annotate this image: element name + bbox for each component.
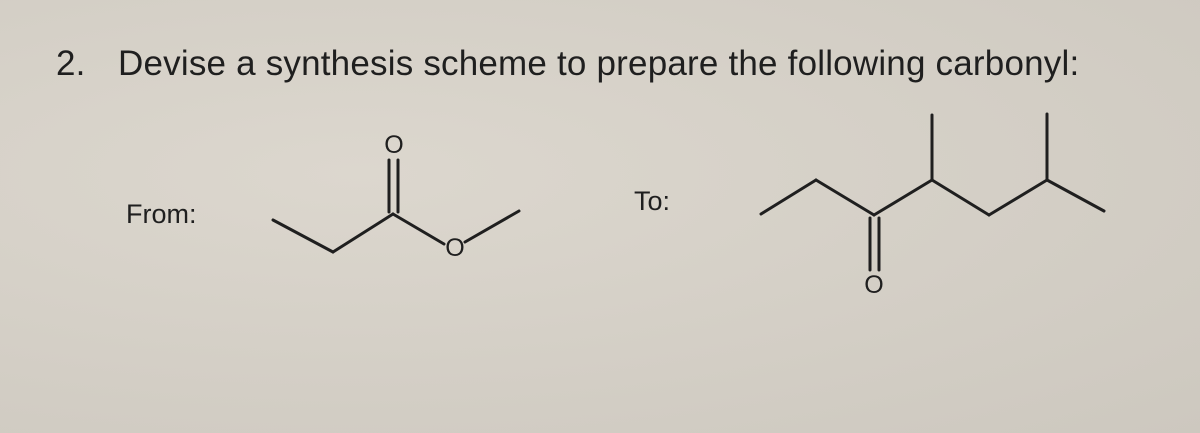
target-molecule-bonds [761, 114, 1104, 270]
from-label: From: [126, 199, 197, 229]
target-bond-3 [874, 180, 932, 215]
question-prompt: Devise a synthesis scheme to prepare the following carbonyl: [118, 44, 1080, 83]
target-carbonyl-oxygen: O [864, 271, 884, 299]
target-bond-1 [761, 180, 816, 214]
target-bond-5 [989, 180, 1047, 215]
question-number: 2. [56, 44, 86, 83]
target-bond-2 [816, 180, 874, 215]
start-ester-oxygen: O [445, 234, 465, 262]
target-bond-4 [932, 180, 989, 215]
to-label: To: [634, 186, 671, 216]
target-bond-6 [1047, 180, 1104, 211]
start-carbonyl-oxygen: O [384, 131, 404, 159]
